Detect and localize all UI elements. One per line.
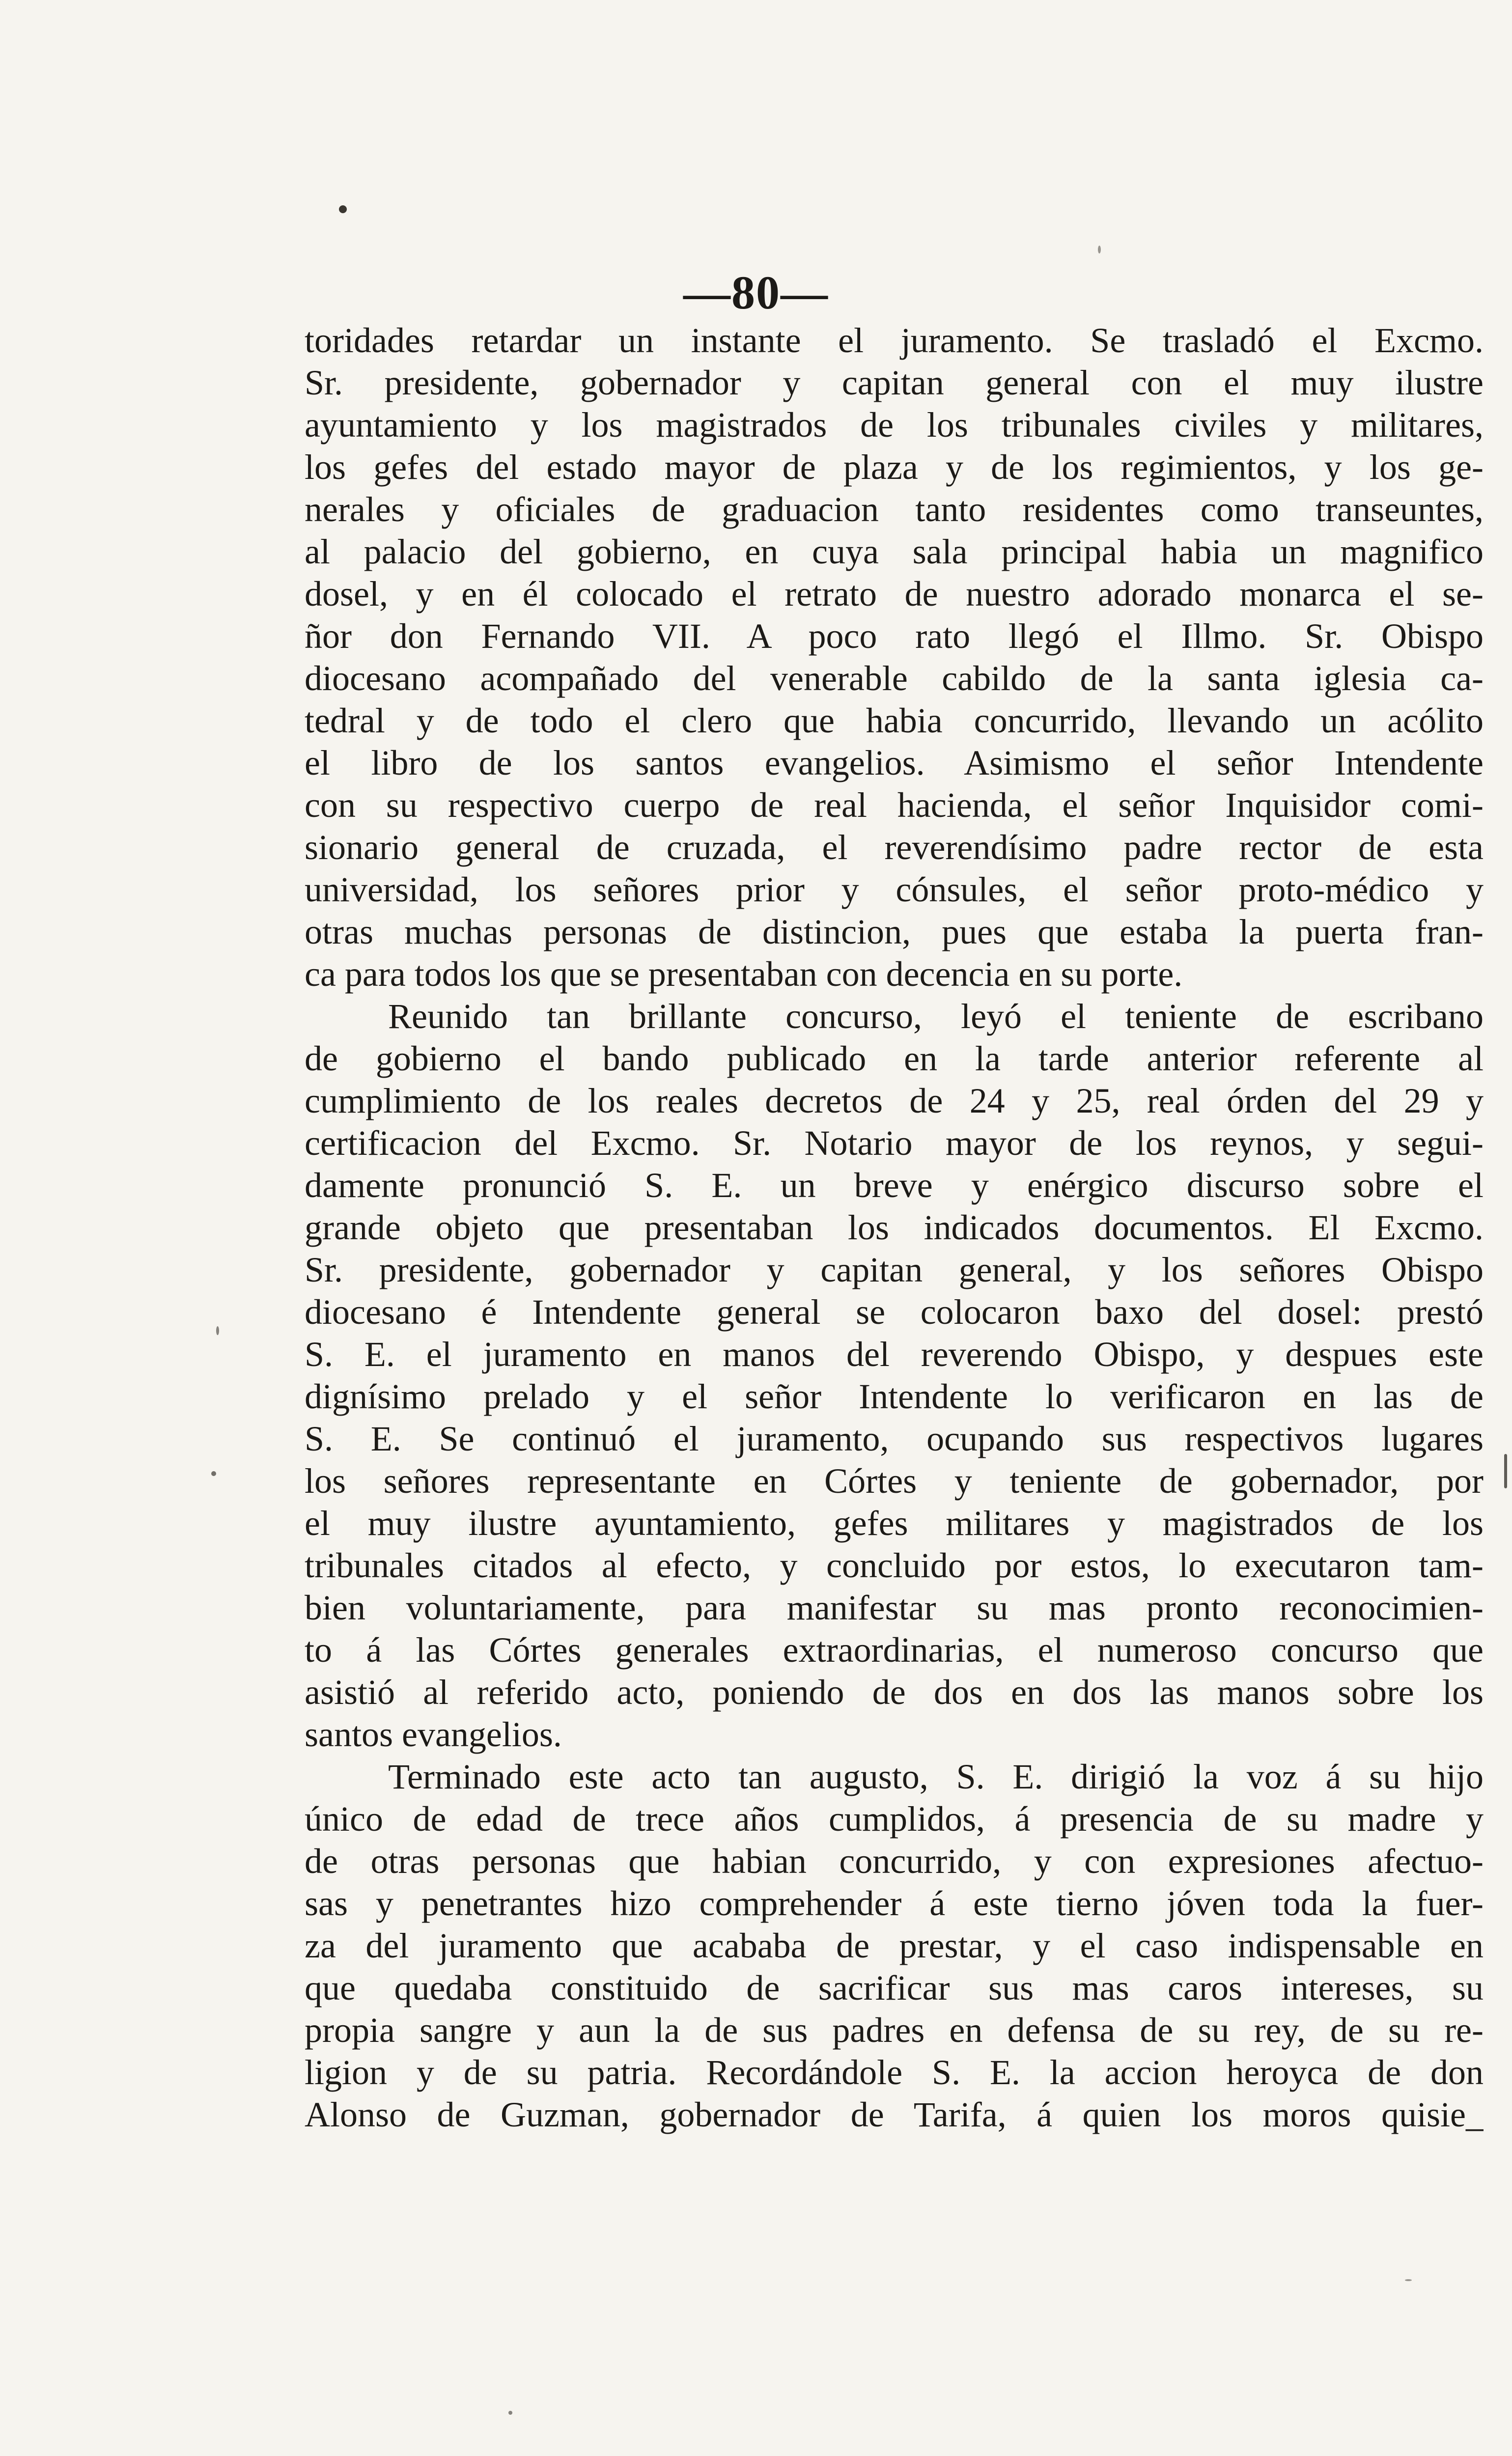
ink-speck <box>1504 1454 1507 1488</box>
text-line: Alonso de Guzman, gobernador de Tarifa, á quien los moros quisie_ <box>305 2095 1484 2134</box>
text-line: nerales y oficiales de graduacion tanto residentes como transeuntes, <box>305 490 1484 529</box>
text-line: bien voluntariamente, para manifestar su mas pronto reconocimien- <box>305 1588 1484 1627</box>
ink-speck <box>211 1471 216 1476</box>
page-number: —80— <box>683 266 829 319</box>
text-line: damente pronunció S. E. un breve y enérgico discurso sobre el <box>305 1166 1484 1205</box>
text-line: ca para todos los que se presentaban con decencia en su porte. <box>305 954 1183 994</box>
text-line: el libro de los santos evangelios. Asimismo el señor Intendente <box>305 743 1484 782</box>
text-line: Reunido tan brillante concurso, leyó el teniente de escribano <box>388 997 1484 1036</box>
ink-speck <box>216 1326 219 1335</box>
paragraph-3 <box>305 1756 1484 2136</box>
ink-speck <box>1405 2279 1412 2281</box>
text-line: to á las Córtes generales extraordinarias, el numeroso concurso que <box>305 1630 1484 1670</box>
text-line: de otras personas que habian concurrido, y con expresiones afectuo- <box>305 1842 1484 1881</box>
text-line: Terminado este acto tan augusto, S. E. dirigió la voz á su hijo <box>388 1757 1484 1796</box>
text-line: sas y penetrantes hizo comprehender á este tierno jóven toda la fuer- <box>305 1884 1484 1923</box>
paragraph-1 <box>305 319 1484 995</box>
text-line: asistió al referido acto, poniendo de dos en dos las manos sobre los <box>305 1673 1484 1712</box>
ink-speck <box>339 205 347 213</box>
text-line: otras muchas personas de distincion, pues que estaba la puerta fran- <box>305 912 1484 951</box>
ink-speck <box>1098 246 1101 253</box>
text-line: diocesano acompañado del venerable cabildo de la santa iglesia ca- <box>305 659 1484 698</box>
paragraph-2 <box>305 995 1484 1756</box>
text-line: cumplimiento de los reales decretos de 24 y 25, real órden del 29 y <box>305 1081 1484 1120</box>
text-line: tribunales citados al efecto, y concluido por estos, lo executaron tam- <box>305 1546 1484 1585</box>
text-line: grande objeto que presentaban los indicados documentos. El Excmo. <box>305 1208 1484 1247</box>
text-line: S. E. Se continuó el juramento, ocupando sus respectivos lugares <box>305 1419 1484 1458</box>
text-line: diocesano é Intendente general se colocaron baxo del dosel: prestó <box>305 1292 1484 1332</box>
text-line: santos evangelios. <box>305 1715 562 1754</box>
text-line: ayuntamiento y los magistrados de los tribunales civiles y militares, <box>305 405 1484 445</box>
text-line: los señores representante en Córtes y teniente de gobernador, por <box>305 1461 1484 1501</box>
text-line: con su respectivo cuerpo de real hacienda, el señor Inquisidor comi- <box>305 785 1484 825</box>
text-line: toridades retardar un instante el juramento. Se trasladó el Excmo. <box>305 321 1484 360</box>
text-line: propia sangre y aun la de sus padres en defensa de su rey, de su re- <box>305 2010 1484 2050</box>
text-line: Sr. presidente, gobernador y capitan general con el muy ilustre <box>305 363 1484 402</box>
text-line: que quedaba constituido de sacrificar sus mas caros intereses, su <box>305 1968 1484 2008</box>
text-line: dignísimo prelado y el señor Intendente lo verificaron en las de <box>305 1377 1484 1416</box>
text-line: el muy ilustre ayuntamiento, gefes militares y magistrados de los <box>305 1504 1484 1543</box>
body-text <box>305 319 1484 2136</box>
text-line: ñor don Fernando VII. A poco rato llegó el Illmo. Sr. Obispo <box>305 616 1484 656</box>
ink-speck <box>508 2411 512 2415</box>
text-line: de gobierno el bando publicado en la tarde anterior referente al <box>305 1039 1484 1078</box>
text-line: ligion y de su patria. Recordándole S. E. la accion heroyca de don <box>305 2053 1484 2092</box>
text-line: tedral y de todo el clero que habia concurrido, llevando un acólito <box>305 701 1484 740</box>
text-line: sionario general de cruzada, el reverendísimo padre rector de esta <box>305 828 1484 867</box>
text-line: único de edad de trece años cumplidos, á presencia de su madre y <box>305 1799 1484 1839</box>
text-line: S. E. el juramento en manos del reverendo Obispo, y despues este <box>305 1335 1484 1374</box>
text-line: universidad, los señores prior y cónsules, el señor proto-médico y <box>305 870 1484 909</box>
text-line: al palacio del gobierno, en cuya sala principal habia un magnifico <box>305 532 1484 571</box>
text-line: za del juramento que acababa de prestar, y el caso indispensable en <box>305 1926 1484 1965</box>
text-line: Sr. presidente, gobernador y capitan general, y los señores Obispo <box>305 1250 1484 1289</box>
text-line: dosel, y en él colocado el retrato de nuestro adorado monarca el se- <box>305 574 1484 614</box>
text-line: los gefes del estado mayor de plaza y de los regimientos, y los ge- <box>305 447 1484 487</box>
text-line: certificacion del Excmo. Sr. Notario mayor de los reynos, y segui- <box>305 1123 1484 1163</box>
